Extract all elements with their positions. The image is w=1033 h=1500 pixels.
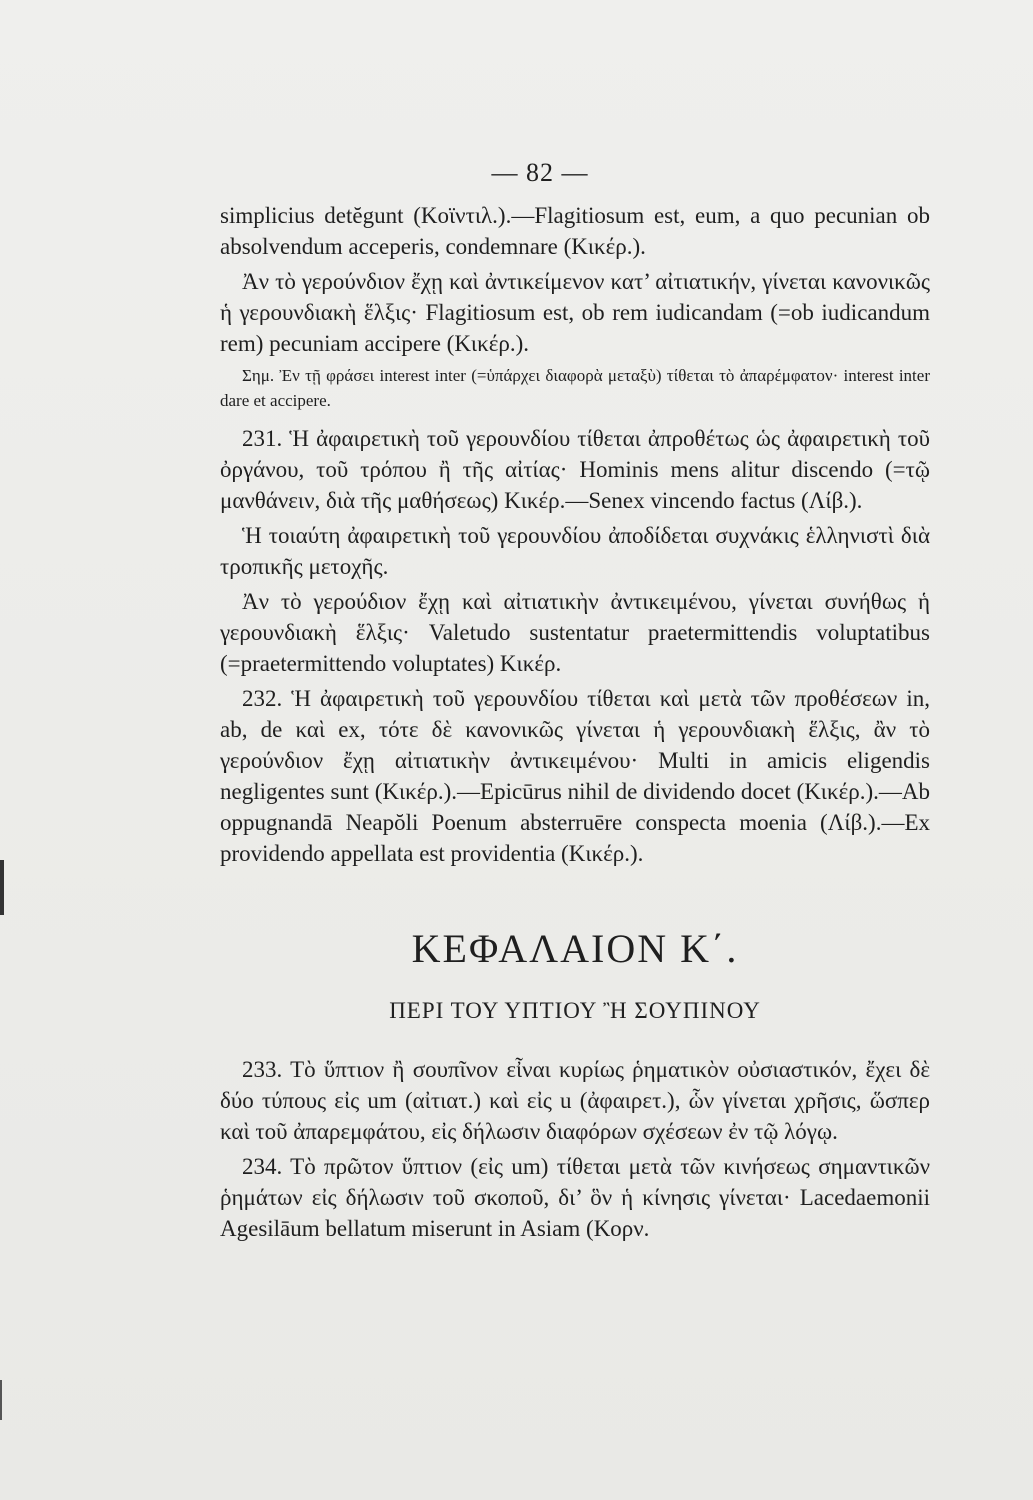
paragraph-continuation: simplicius detĕgunt (Κοϊντιλ.).—Flagitiosum est, eum, a quo pecunian ob absolvendum acceperis, condemnare (Κικέρ.).: [220, 203, 930, 259]
paragraph-231: 231. Ἡ ἀφαιρετικὴ τοῦ γερουνδίου τίθεται ἀπροθέτως ὡς ἀφαιρετικὴ τοῦ ὀργάνου, τοῦ τρόπου ἢ τῆς αἰτίας· Hominis mens alitur discendo (=τῷ μανθάνειν, διὰ τῆς μαθήσεως) Κικέρ.—Senex vincendo factus (Λίβ.).: [220, 426, 930, 513]
paragraph-ablative-attraction: Ἀν τὸ γερούδιον ἔχῃ καὶ αἰτιατικὴν ἀντικειμένου, γίνεται συνήθως ἡ γερουνδιακὴ ἕλξις· Valetudo sustentatur praetermittendis voluptatibus (=praetermittendo voluptates) Κικέρ.: [220, 589, 930, 676]
chapter-subtitle: ΠΕΡΙ ΤΟΥ ΥΠΤΙΟΥ Ἢ ΣΟΥΠΙΝΟΥ: [389, 998, 761, 1023]
scan-edge-mark: [0, 860, 4, 915]
paragraph-234: 234. Τὸ πρῶτον ὕπτιον (εἰς um) τίθεται μετὰ τῶν κινήσεως σημαντικῶν ῥημάτων εἰς δήλωσιν τοῦ σκοποῦ, δι’ ὃν ἡ κίνησις γίνεται· Lacedaemonii Agesilāum bellatum miserunt in Asiam (Κορν.: [220, 1154, 930, 1241]
page-number: — 82 —: [491, 158, 589, 187]
paragraph-ablative-participle: Ἡ τοιαύτη ἀφαιρετικὴ τοῦ γερουνδίου ἀποδίδεται συχνάκις ἑλληνιστὶ διὰ τροπικῆς μετοχῆς.: [220, 523, 930, 579]
chapter-title: ΚΕΦΑΛΑΙΟΝ Κ΄.: [411, 926, 739, 971]
paragraph-232: 232. Ἡ ἀφαιρετικὴ τοῦ γερουνδίου τίθεται καὶ μετὰ τῶν προθέσεων in, ab, de καὶ ex, τότε δὲ κανονικῶς γίνεται ἡ γερουνδιακὴ ἕλξις, ἂν τὸ γερούνδιον ἔχῃ αἰτιατικὴν ἀντικειμένου· Multi in amicis eligendis negligentes sunt (Κικέρ.).—Epicūrus nihil de dividendo docet (Κικέρ.).—Ab oppugnandā Neapŏli Poenum absterruēre conspecta moenia (Λίβ.).—Ex providendo appellata est providentia (Κικέρ.).: [220, 686, 930, 866]
paragraph-233: 233. Τὸ ὕπτιον ἢ σουπῖνον εἶναι κυρίως ῥηματικὸν οὐσιαστικόν, ἔχει δὲ δύο τύπους εἰς um (αἰτιατ.) καὶ εἰς u (ἀφαιρετ.), ὧν γίνεται χρῆσις, ὥσπερ καὶ τοῦ ἀπαρεμφάτου, εἰς δήλωσιν διαφόρων σχέσεων ἐν τῷ λόγῳ.: [220, 1057, 930, 1144]
page-body: [220, 200, 930, 1248]
note-paragraph: Σημ. Ἐν τῇ φράσει interest inter (=ὑπάρχει διαφορὰ μεταξὺ) τίθεται τὸ ἀπαρέμφατον· interest inter dare et accipere.: [220, 366, 930, 410]
paragraph-gerund-attraction: Ἀν τὸ γερούνδιον ἔχῃ καὶ ἀντικείμενον κατ’ αἰτιατικήν, γίνεται κανονικῶς ἡ γερουνδιακὴ ἕλξις· Flagitiosum est, ob rem iudicandam (=ob iudicandum rem) pecuniam accipere (Κικέρ.).: [220, 269, 930, 356]
scan-edge-mark: [0, 1380, 2, 1420]
